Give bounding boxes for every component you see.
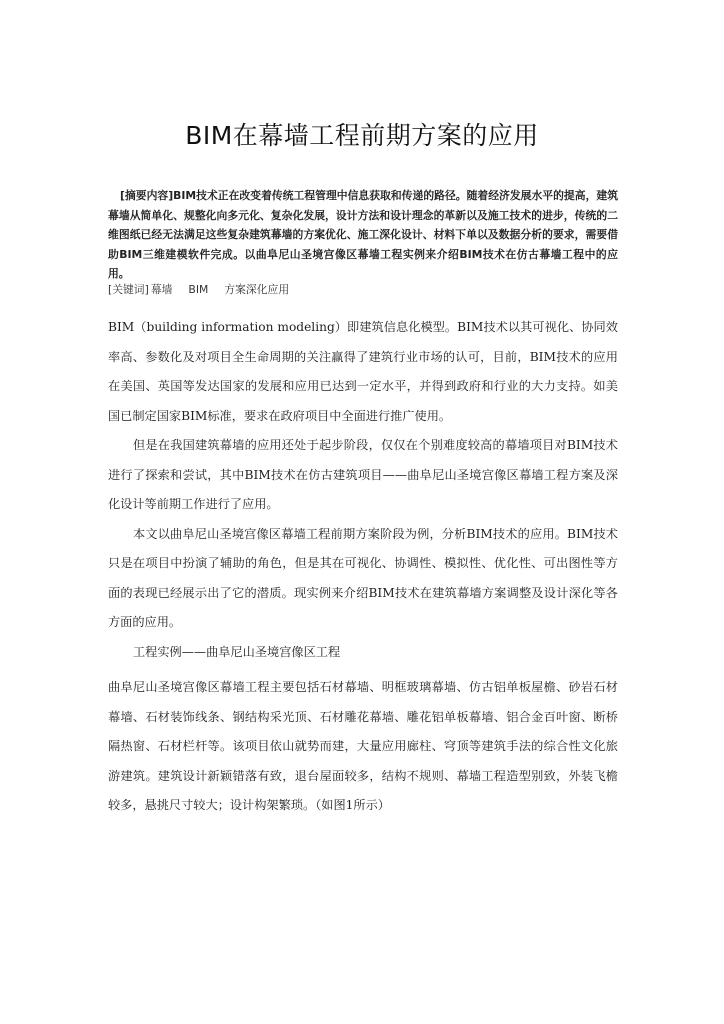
body-paragraph: 本文以曲阜尼山圣境宫像区幕墙工程前期方案阶段为例，分析BIM技术的应用。BIM技术只是在项目中扮演了辅助的角色，但是其在可视化、协调性、模拟性、优化性、可出图性等方面的表现已经展示出了它的潜质。现实例来介绍BIM技术在建筑幕墙方案调整及设计深化等各方面的应用。 bbox=[108, 526, 618, 629]
document-title: BIM在幕墙工程前期方案的应用 bbox=[185, 121, 539, 150]
keyword: 幕墙 bbox=[150, 283, 173, 296]
keywords-label: [关键词] bbox=[108, 283, 149, 296]
keywords-line bbox=[108, 282, 618, 297]
keyword: 方案深化应用 bbox=[224, 283, 290, 296]
body-paragraph: BIM（building information modeling）即建筑信息化模型。BIM技术以其可视化、协同效率高、参数化及对项目全生命周期的关注赢得了建筑行业市场的认可，目前，BIM技术的应用在美国、英国等发达国家的发展和应用已达到一定水平，并得到政府和行业的大力支持。如美国已制定国家BIM标准，要求在政府项目中全面进行推广使用。 bbox=[108, 320, 618, 423]
section-heading: 工程实例——曲阜尼山圣境宫像区工程 bbox=[133, 644, 341, 659]
body-paragraph: 但是在我国建筑幕墙的应用还处于起步阶段，仅仅在个别难度较高的幕墙项目对BIM技术进行了探索和尝试，其中BIM技术在仿古建筑项目——曲阜尼山圣境宫像区幕墙工程方案及深化设计等前期工作进行了应用。 bbox=[108, 438, 618, 511]
abstract bbox=[108, 186, 618, 284]
body-paragraph: 曲阜尼山圣境宫像区幕墙工程主要包括石材幕墙、明框玻璃幕墙、仿古铝单板屋檐、砂岩石材幕墙、石材装饰线条、钢结构采光顶、石材雕花幕墙、雕花铝单板幕墙、铝合金百叶窗、断桥隔热窗、石材栏杆等。该项目依山就势而建，大量应用廊柱、穹顶等建筑手法的综合性文化旅游建筑。建筑设计新颖错落有致，退台屋面较多，结构不规则、幕墙工程造型别致，外装飞檐较多，悬挑尺寸较大；设计构架繁琐。（如图1所示） bbox=[108, 680, 618, 812]
document-body bbox=[108, 313, 618, 821]
abstract-text: [摘要内容]BIM技术正在改变着传统工程管理中信息获取和传递的路径。随着经济发展水平的提高，建筑幕墙从简单化、规整化向多元化、复杂化发展，设计方法和设计理念的革新以及施工技术的进步，传统的二维图纸已经无法满足这些复杂建筑幕墙的方案优化、施工深化设计、材料下单以及数据分析的要求，需要借助BIM三维建模软件完成。以曲阜尼山圣境宫像区幕墙工程实例来介绍BIM技术在仿古幕墙工程中的应用。 bbox=[108, 189, 618, 281]
keyword: BIM bbox=[188, 283, 209, 296]
